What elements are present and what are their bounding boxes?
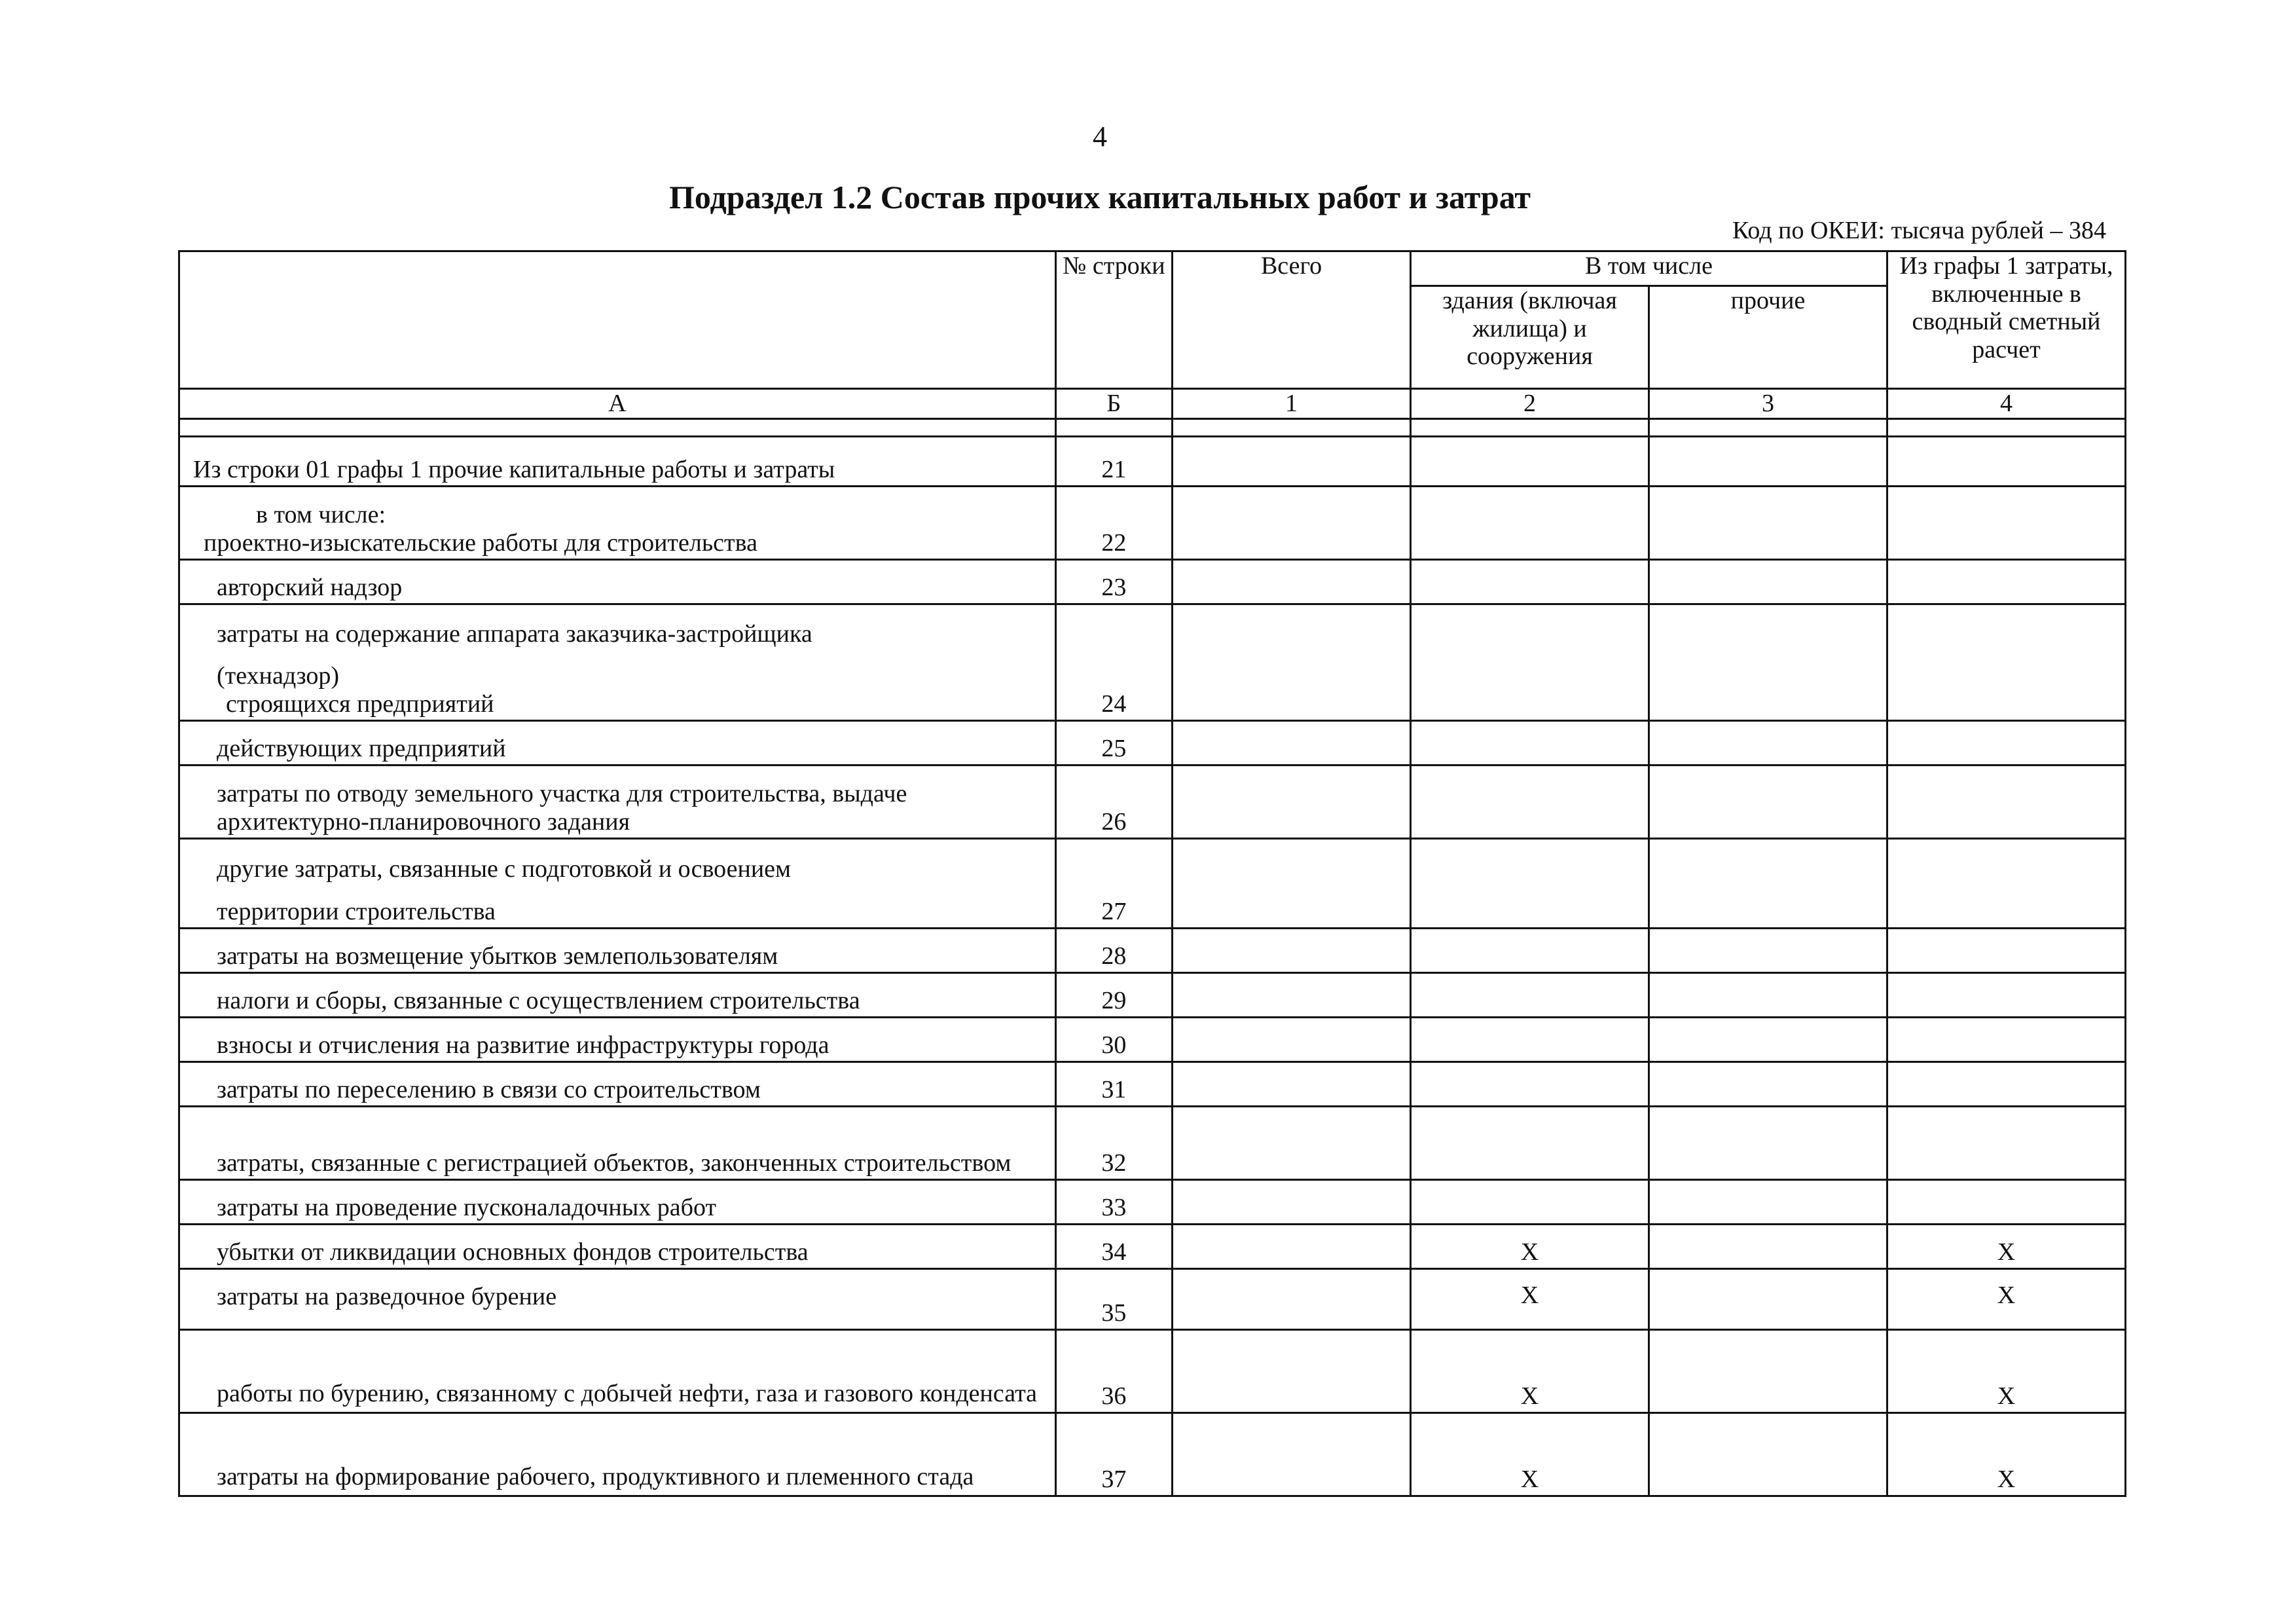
code-row — [179, 389, 2126, 419]
header-col-2: здания (включая жилища) и сооружения — [1411, 286, 1649, 389]
table-row — [179, 1179, 2126, 1224]
table-row — [179, 972, 2126, 1017]
table-row — [179, 720, 2126, 765]
page-number: 4 — [1093, 120, 1107, 153]
row-label: действующих предприятий — [217, 735, 506, 762]
cell-col-4[interactable] — [1887, 838, 2125, 928]
row-label: авторский надзор — [217, 574, 403, 601]
okei-code: Код по ОКЕИ: тысяча рублей – 384 — [1732, 217, 2106, 244]
cell-col-3[interactable] — [1649, 559, 1887, 604]
cell-col-1[interactable] — [1173, 1106, 1411, 1179]
header-row-1 — [179, 251, 2126, 286]
cell-col-2[interactable] — [1411, 1017, 1649, 1061]
cell-col-1[interactable] — [1173, 720, 1411, 765]
code-2: 2 — [1411, 389, 1649, 419]
row-label: работы по бурению, связанному с добычей нефти, газа и газового конденсата — [217, 1380, 1038, 1408]
cell-col-1[interactable] — [1173, 559, 1411, 604]
cell-col-4[interactable] — [1887, 436, 2125, 486]
table-row — [179, 1017, 2126, 1061]
cell-col-1[interactable] — [1173, 436, 1411, 486]
cell-col-3[interactable] — [1649, 1017, 1887, 1061]
cell-col-1[interactable] — [1173, 1224, 1411, 1268]
row-label: налоги и сборы, связанные с осуществлением строительства — [217, 987, 860, 1014]
cell-col-4[interactable] — [1887, 1179, 2125, 1224]
row-label-prefix: затраты на содержание аппарата заказчика-застройщика — [217, 619, 812, 648]
row-number: 26 — [1055, 765, 1172, 838]
section-title: Подраздел 1.2 Состав прочих капитальных работ и затрат — [669, 179, 1531, 215]
row-number: 29 — [1055, 972, 1172, 1017]
row-number: 27 — [1055, 838, 1172, 928]
code-1: 1 — [1173, 389, 1411, 419]
code-b: Б — [1055, 389, 1172, 419]
cell-col-1[interactable] — [1173, 765, 1411, 838]
header-col-a — [179, 251, 1056, 389]
table-row — [179, 1268, 2126, 1329]
code-4: 4 — [1887, 389, 2125, 419]
row-label-mid: (технадзор) — [217, 662, 340, 690]
cell-col-3[interactable] — [1649, 604, 1887, 720]
spacer-row — [179, 418, 2126, 436]
cell-col-2[interactable] — [1411, 486, 1649, 559]
header-col-3: прочие — [1649, 286, 1887, 389]
cell-col-2-crossed: X — [1411, 1224, 1649, 1268]
cell-col-3[interactable] — [1649, 486, 1887, 559]
header-col-1: Всего — [1173, 251, 1411, 389]
cell-col-2-crossed: X — [1411, 1329, 1649, 1412]
cell-col-2[interactable] — [1411, 559, 1649, 604]
table-row — [179, 765, 2126, 838]
row-number: 28 — [1055, 928, 1172, 972]
cell-col-3[interactable] — [1649, 1106, 1887, 1179]
cell-col-3[interactable] — [1649, 1224, 1887, 1268]
cell-col-1[interactable] — [1173, 1179, 1411, 1224]
row-label: затраты, связанные с регистрацией объектов, законченных строительством — [217, 1149, 1011, 1177]
cell-col-4[interactable] — [1887, 1061, 2125, 1106]
cell-col-4-crossed: X — [1887, 1268, 2125, 1329]
row-number: 23 — [1055, 559, 1172, 604]
cell-col-4[interactable] — [1887, 486, 2125, 559]
table-row — [179, 1329, 2126, 1412]
cell-col-2[interactable] — [1411, 1061, 1649, 1106]
row-label-prefix: другие затраты, связанные с подготовкой и освоением — [217, 855, 792, 883]
cell-col-1[interactable] — [1173, 1412, 1411, 1496]
row-number: 30 — [1055, 1017, 1172, 1061]
cell-col-4[interactable] — [1887, 1017, 2125, 1061]
cell-col-2[interactable] — [1411, 720, 1649, 765]
cell-col-2-crossed: X — [1411, 1412, 1649, 1496]
cell-col-3[interactable] — [1649, 765, 1887, 838]
row-label: затраты на проведение пусконаладочных работ — [217, 1194, 717, 1221]
row-label: затраты на возмещение убытков землепользователям — [217, 942, 778, 970]
table-row — [179, 604, 2126, 720]
cell-col-3[interactable] — [1649, 928, 1887, 972]
cell-col-3[interactable] — [1649, 1179, 1887, 1224]
row-label: затраты на формирование рабочего, продуктивного и племенного стада — [217, 1463, 974, 1491]
cell-col-1[interactable] — [1173, 972, 1411, 1017]
cell-col-1[interactable] — [1173, 1268, 1411, 1329]
cell-col-4[interactable] — [1887, 1106, 2125, 1179]
row-label: взносы и отчисления на развитие инфраструктуры города — [217, 1031, 829, 1059]
cell-col-2[interactable] — [1411, 604, 1649, 720]
header-col-b: № строки — [1055, 251, 1172, 389]
row-label: затраты по переселению в связи со строительством — [217, 1076, 761, 1103]
cell-col-3[interactable] — [1649, 1061, 1887, 1106]
header-group-2-3: В том числе — [1411, 251, 1887, 286]
cell-col-3[interactable] — [1649, 720, 1887, 765]
cell-col-3[interactable] — [1649, 1268, 1887, 1329]
row-number: 32 — [1055, 1106, 1172, 1179]
row-number: 22 — [1055, 486, 1172, 559]
cell-col-2[interactable] — [1411, 765, 1649, 838]
row-label: затраты на разведочное бурение — [217, 1282, 557, 1310]
cell-col-3[interactable] — [1649, 436, 1887, 486]
costs-table — [178, 250, 2126, 1497]
cell-col-3[interactable] — [1649, 838, 1887, 928]
row-number: 34 — [1055, 1224, 1172, 1268]
cell-col-2[interactable] — [1411, 928, 1649, 972]
cell-col-1[interactable] — [1173, 604, 1411, 720]
row-label: затраты по отводу земельного участка для строительства, выдаче архитектурно-планировочного задания — [217, 780, 907, 836]
cell-col-1[interactable] — [1173, 928, 1411, 972]
row-number: 36 — [1055, 1329, 1172, 1412]
cell-col-2[interactable] — [1411, 972, 1649, 1017]
row-number: 24 — [1055, 604, 1172, 720]
cell-col-1[interactable] — [1173, 486, 1411, 559]
cell-col-2[interactable] — [1411, 838, 1649, 928]
cell-col-2[interactable] — [1411, 1106, 1649, 1179]
row-label-prefix: в том числе: — [256, 501, 386, 529]
cell-col-1[interactable] — [1173, 1061, 1411, 1106]
row-number: 35 — [1055, 1268, 1172, 1329]
cell-col-2[interactable] — [1411, 436, 1649, 486]
row-label: территории строительства — [217, 898, 496, 925]
cell-col-1[interactable] — [1173, 838, 1411, 928]
cell-col-3[interactable] — [1649, 1329, 1887, 1412]
code-3: 3 — [1649, 389, 1887, 419]
cell-col-4-crossed: X — [1887, 1329, 2125, 1412]
table-row — [179, 1224, 2126, 1268]
row-number: 31 — [1055, 1061, 1172, 1106]
table-row — [179, 838, 2126, 928]
table-row — [179, 486, 2126, 559]
table-row — [179, 1412, 2126, 1496]
cell-col-1[interactable] — [1173, 1329, 1411, 1412]
row-label: строящихся предприятий — [226, 690, 494, 718]
cell-col-1[interactable] — [1173, 1017, 1411, 1061]
row-label: убытки от ликвидации основных фондов строительства — [217, 1238, 809, 1266]
cell-col-4[interactable] — [1887, 559, 2125, 604]
table-row — [179, 436, 2126, 486]
row-label: Из строки 01 графы 1 прочие капитальные работы и затраты — [193, 456, 835, 483]
cell-col-4[interactable] — [1887, 765, 2125, 838]
row-number: 25 — [1055, 720, 1172, 765]
row-label: проектно-изыскательские работы для строительства — [204, 529, 757, 557]
row-number: 33 — [1055, 1179, 1172, 1224]
table-row — [179, 928, 2126, 972]
table-row — [179, 1061, 2126, 1106]
cell-col-2-crossed: X — [1411, 1268, 1649, 1329]
cell-col-3[interactable] — [1649, 972, 1887, 1017]
cell-col-4[interactable] — [1887, 928, 2125, 972]
row-number: 21 — [1055, 436, 1172, 486]
cell-col-4[interactable] — [1887, 604, 2125, 720]
table-row — [179, 1106, 2126, 1179]
cell-col-3[interactable] — [1649, 1412, 1887, 1496]
cell-col-4-crossed: X — [1887, 1412, 2125, 1496]
cell-col-2[interactable] — [1411, 1179, 1649, 1224]
row-number: 37 — [1055, 1412, 1172, 1496]
table-row — [179, 559, 2126, 604]
header-col-4: Из графы 1 затраты, включенные в сводный сметный расчет — [1887, 251, 2125, 389]
code-a: А — [179, 389, 1056, 419]
cell-col-4[interactable] — [1887, 972, 2125, 1017]
cell-col-4[interactable] — [1887, 720, 2125, 765]
cell-col-4-crossed: X — [1887, 1224, 2125, 1268]
